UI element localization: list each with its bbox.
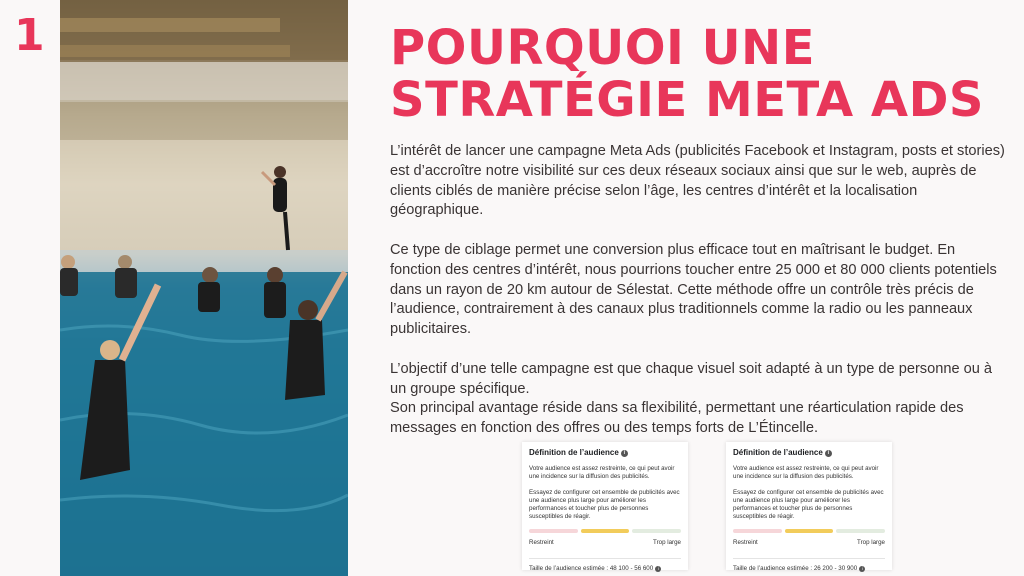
audience-card — [522, 442, 688, 570]
paragraph-intro: L’intérêt de lancer une campagne Meta Ads (publicités Facebook et Instagram, posts et stories) est d’accroître notre visibilité sur ces deux réseaux sociaux ainsi que sur le web, auprès de clients ciblés de manière précise selon l’âge, les centres d’intérêt et la localisation géographique. — [390, 143, 1005, 219]
audience-advice: Essayez de configurer cet ensemble de publicités avec une audience plus large pour améliorer les performances et toucher plus de personnes susceptibles de réagir. — [733, 489, 884, 520]
paragraph-objective: L’objectif d’une telle campagne est que chaque visuel soit adapté à un type de personne ou à un groupe spécifique. — [390, 360, 993, 397]
meter-right-label: Trop large — [653, 539, 681, 546]
title-line-1: POURQUOI UNE — [390, 20, 816, 76]
aquabike-class-photo — [60, 0, 348, 576]
info-icon: i — [621, 450, 628, 457]
audience-card-title: Définition de l’audience i — [733, 448, 885, 457]
meter-left-label: Restreint — [733, 539, 758, 546]
meter-right-label: Trop large — [857, 539, 885, 546]
audience-card-title: Définition de l’audience i — [529, 448, 681, 457]
audience-meter — [733, 529, 885, 533]
info-icon: i — [825, 450, 832, 457]
audience-card — [726, 442, 892, 570]
audience-size: Taille de l’audience estimée : 48 100 - 56 600 i — [529, 565, 681, 572]
slide-number: 1 — [14, 10, 45, 61]
audience-advice: Essayez de configurer cet ensemble de publicités avec une audience plus large pour améliorer les performances et toucher plus de personnes susceptibles de réagir. — [529, 489, 680, 520]
audience-warning: Votre audience est assez restreinte, ce qui peut avoir une incidence sur la diffusion des publicités. — [529, 465, 675, 480]
page-title — [390, 22, 1000, 126]
audience-meter — [529, 529, 681, 533]
audience-warning: Votre audience est assez restreinte, ce qui peut avoir une incidence sur la diffusion des publicités. — [733, 465, 879, 480]
audience-size: Taille de l’audience estimée : 26 200 - 30 900 i — [733, 565, 885, 572]
paragraph-targeting: Ce type de ciblage permet une conversion plus efficace tout en maîtrisant le budget. En fonction des centres d’intérêt, nous pourrions toucher entre 25 000 et 80 000 clients potentiels dans un rayon de 20 km autour de Sélestat. Cette méthode offre un contrôle très précis de l’audience, contrairement à des canaux plus traditionnels comme la radio ou les panneaux publicitaires. — [390, 241, 997, 338]
body-text — [390, 142, 1005, 439]
info-icon: i — [655, 566, 661, 572]
info-icon: i — [859, 566, 865, 572]
paragraph-advantage: Son principal avantage réside dans sa flexibilité, permettant une réarticulation rapide des messages en fonction des offres ou des temps forts de L’Étincelle. — [390, 400, 964, 437]
title-line-2: STRATÉGIE META ADS — [390, 72, 984, 128]
meter-left-label: Restreint — [529, 539, 554, 546]
